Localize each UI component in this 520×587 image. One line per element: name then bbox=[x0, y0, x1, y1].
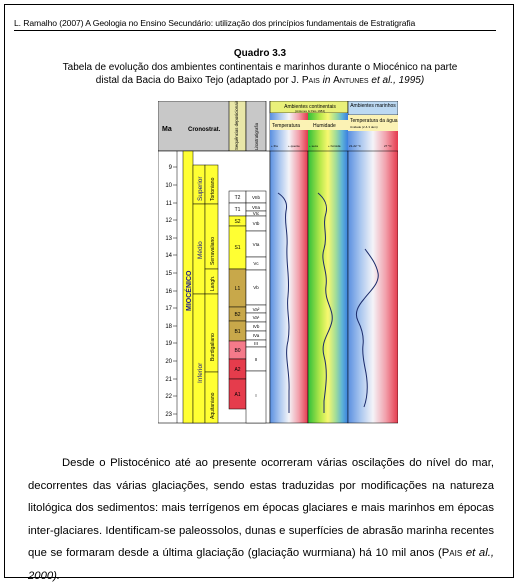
cont-scale-left: + fria bbox=[271, 144, 278, 148]
body-text-paragraph bbox=[28, 452, 494, 587]
age-label-23: 23 bbox=[165, 412, 172, 418]
header-rule bbox=[14, 30, 496, 31]
sequence-label-t1: T1 bbox=[234, 207, 241, 213]
body-paragraph bbox=[28, 452, 494, 587]
header-amb-cont: Ambientes continentais bbox=[284, 104, 336, 110]
quadro-desc-antunes: Antunes bbox=[333, 75, 369, 86]
quadro-desc-line2b: et al., 1995) bbox=[368, 75, 425, 86]
epoch-label-medio: Médio bbox=[197, 241, 204, 259]
litho-label-va2: Va² bbox=[252, 307, 260, 312]
sequence-label-b1: B1 bbox=[234, 329, 241, 335]
stage-label-aquitaniano: Aquitaniano bbox=[210, 392, 216, 419]
litho-label-viib: VIIb bbox=[251, 195, 261, 200]
stage-label-burdigaliano: Burdigaliano bbox=[210, 333, 216, 361]
sequence-label-a1: A1 bbox=[234, 392, 241, 398]
stratigraphy-figure bbox=[158, 101, 398, 425]
quadro-title: Quadro 3.3 bbox=[233, 48, 287, 59]
epoch-inferior-cell bbox=[193, 294, 205, 423]
age-label-17: 17 bbox=[165, 306, 172, 312]
age-label-12: 12 bbox=[165, 218, 172, 224]
quadro-desc-in: in bbox=[319, 75, 334, 86]
temp-agua-label: Temperatura da água bbox=[350, 118, 398, 124]
quadro-description bbox=[60, 61, 460, 87]
running-header: L. Ramalho (2007) A Geologia no Ensino Secundário: utilização dos princípios fundamentais de Estratigrafia bbox=[14, 18, 416, 28]
litho-label-vc: Vc bbox=[253, 261, 259, 266]
litho-label-ivb: IVb bbox=[252, 324, 260, 329]
litho-label-vib: VIb bbox=[252, 221, 260, 226]
age-label-19: 19 bbox=[165, 341, 172, 347]
stage-label-tortoniano: Tortoniano bbox=[210, 177, 216, 201]
age-label-22: 22 bbox=[165, 394, 172, 400]
age-label-13: 13 bbox=[165, 236, 172, 242]
age-label-16: 16 bbox=[165, 289, 172, 295]
header-amb-mar: Ambientes marinhos bbox=[350, 103, 396, 109]
header-sequencias: Sequências deposicionais bbox=[234, 101, 239, 150]
era-label: MIOCÉNICO bbox=[186, 270, 193, 311]
stage-label-langhiano: Langh. bbox=[210, 275, 216, 291]
temp-agua-sub: Unidade (2 & 3 dem) bbox=[350, 125, 378, 129]
litho-label-va1: Va¹ bbox=[252, 315, 260, 320]
litho-label-via: VIa bbox=[252, 242, 260, 247]
temp-label: Temperatura bbox=[272, 123, 301, 129]
litho-label-iii: III bbox=[254, 341, 258, 346]
litho-label-ii: II bbox=[254, 357, 258, 362]
age-label-10: 10 bbox=[165, 183, 172, 189]
age-label-21: 21 bbox=[165, 377, 172, 383]
quadro-desc-pais: Pais bbox=[301, 75, 320, 86]
mar-scale-left: 21-22 °C bbox=[349, 144, 361, 148]
litho-label-viia: VIIa bbox=[251, 205, 261, 210]
sequence-label-s1: S1 bbox=[234, 245, 241, 251]
stage-label-serravaliano: Serravaliano bbox=[210, 236, 216, 265]
age-label-11: 11 bbox=[165, 201, 172, 207]
body-text-etal: et al., 2000). bbox=[28, 547, 494, 582]
epoch-label-inferior: Inferior bbox=[197, 362, 204, 383]
sequence-label-b2: B2 bbox=[234, 312, 241, 318]
litho-label-vic: VIc bbox=[252, 211, 260, 216]
humid-scale-right: + húmida bbox=[328, 144, 341, 148]
age-label-15: 15 bbox=[165, 271, 172, 277]
litho-label-iva: IVa bbox=[252, 333, 260, 338]
quadro-desc-line2a: distal da Bacia do Baixo Tejo (adaptado por J. bbox=[95, 75, 302, 86]
sequence-label-b0: B0 bbox=[234, 348, 241, 354]
sequence-label-t2: T2 bbox=[234, 195, 241, 201]
sequence-label-l1: L1 bbox=[234, 286, 241, 292]
age-label-9: 9 bbox=[168, 165, 172, 171]
stratigraphy-table-svg bbox=[158, 101, 398, 425]
age-label-18: 18 bbox=[165, 324, 172, 330]
quadro-desc-line1: Tabela de evolução dos ambientes continentais e marinhos durante o Miocénico na parte bbox=[62, 62, 458, 73]
age-label-20: 20 bbox=[165, 359, 172, 365]
header-ma: Ma bbox=[162, 126, 172, 133]
sequence-label-s2: S2 bbox=[234, 219, 241, 225]
humid-scale-left: + seca bbox=[309, 144, 318, 148]
humid-label: Humidade bbox=[313, 123, 336, 129]
water-temperature-band bbox=[348, 151, 398, 423]
body-text-pais: Pais bbox=[441, 547, 463, 559]
body-text-main: Desde o Plistocénico até ao presente ocorreram várias oscilações do nível do mar, decorrentes das várias glaciações, sendo estas traduzidas por modificações na natureza litológica dos sedimentos: mais terrígenos em épocas glaciares e mais marinhos em épocas inter-glaciares. Identificam-se paleossolos, dunas e superfícies de abrasão marinha recentes que se formaram desde a última glaciação (glaciação wurmiana) há 10 mil anos ( bbox=[28, 457, 494, 559]
epoch-label-superior: Superior bbox=[197, 176, 204, 201]
header-amb-cont-sub: (Antunes & Pais 1984) bbox=[294, 109, 326, 113]
age-label-14: 14 bbox=[165, 253, 172, 259]
litho-label-i: I bbox=[255, 393, 257, 398]
header-litostratigrafia: Litostratigrafia bbox=[254, 123, 259, 150]
sequence-label-a2: A2 bbox=[234, 367, 241, 373]
humidity-band bbox=[308, 151, 348, 423]
mar-scale-right: 27 °C bbox=[384, 144, 392, 148]
header-cronostrat: Cronostrat. bbox=[188, 127, 221, 133]
cont-scale-right: + quente bbox=[288, 144, 300, 148]
litho-label-vb: Vb bbox=[253, 285, 259, 290]
